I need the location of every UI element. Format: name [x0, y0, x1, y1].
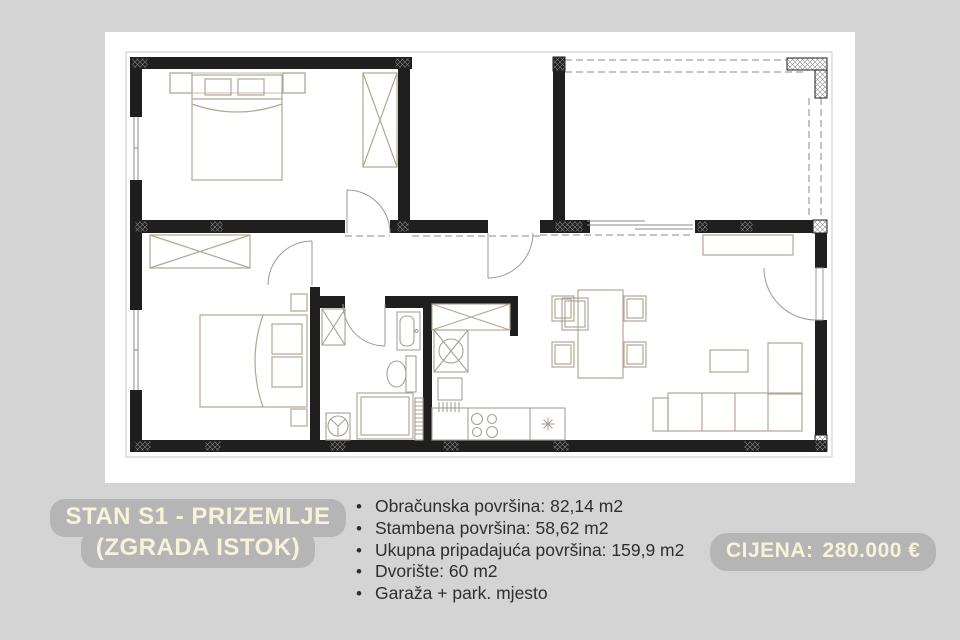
kitchen-fixtures [432, 298, 588, 440]
price-label: CIJENA: [726, 539, 814, 562]
hatched-columns [132, 57, 827, 451]
listing-title [48, 499, 348, 568]
bathroom-fixtures [322, 309, 423, 440]
price-value: 280.000 € [822, 539, 921, 562]
living-room-furniture [552, 235, 802, 431]
dashed-terrace [345, 60, 821, 236]
detail-item: • Garaža + park. mjesto [356, 583, 701, 605]
detail-item: • Dvorište: 60 m2 [356, 561, 701, 583]
bedroom-1-furniture [170, 73, 397, 180]
windows [134, 117, 693, 390]
price-badge [710, 533, 936, 571]
bedroom-2-furniture [150, 235, 307, 426]
floor-plan-svg [105, 32, 855, 483]
doors [268, 190, 823, 346]
detail-item: • Stambena površina: 58,62 m2 [356, 518, 701, 540]
detail-list [356, 496, 701, 605]
detail-item: • Ukupna pripadajuća površina: 159,9 m2 [356, 540, 701, 562]
listing-title-line1: STAN S1 - PRIZEMLJE [50, 499, 345, 537]
listing-title-line2: (ZGRADA ISTOK) [81, 530, 315, 568]
detail-item: • Obračunska površina: 82,14 m2 [356, 496, 701, 518]
floor-plan-card [105, 32, 855, 483]
